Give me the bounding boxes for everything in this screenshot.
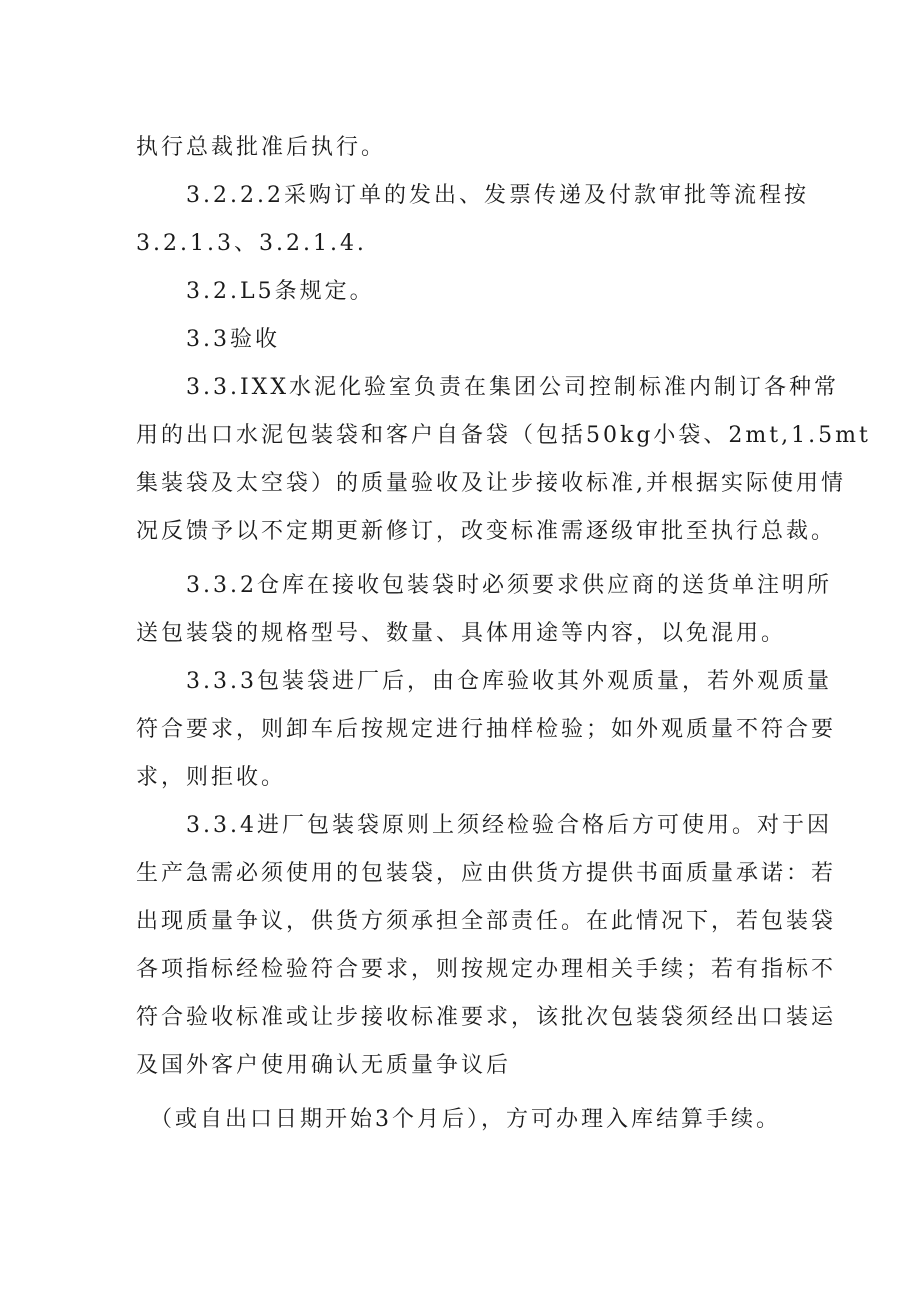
text-line: 符合要求，则卸车后按规定进行抽样检验；如外观质量不符合要 <box>136 717 837 742</box>
text-line: 及国外客户使用确认无质量争议后 <box>136 1053 512 1078</box>
text-line: 生产急需必须使用的包装袋，应由供货方提供书面质量承诺：若 <box>136 861 837 886</box>
text-line: 符合验收标准或让步接收标准要求，该批次包装袋须经出口装运 <box>136 1005 837 1030</box>
text-line: 3.2.2.2采购订单的发出、发票传递及付款审批等流程按 <box>186 183 809 208</box>
text-line: 求，则拒收。 <box>136 765 287 790</box>
text-line: 执行总裁批准后执行。 <box>136 135 387 160</box>
section-heading: 3.3验收 <box>186 327 280 352</box>
text-line: 3.2.1.3、3.2.1.4. <box>136 231 367 256</box>
text-line: 用的出口水泥包装袋和客户自备袋（包括50kg小袋、2mt,1.5mt <box>136 423 871 448</box>
text-line: 3.3.2仓库在接收包装袋时必须要求供应商的送货单注明所 <box>186 573 832 598</box>
text-line: 各项指标经检验符合要求，则按规定办理相关手续；若有指标不 <box>136 957 837 982</box>
text-line: 3.3.4进厂包装袋原则上须经检验合格后方可使用。对于因 <box>186 813 832 838</box>
text-line: （或自出口日期开始3个月后），方可办理入库结算手续。 <box>150 1107 781 1132</box>
text-line: 送包装袋的规格型号、数量、具体用途等内容，以免混用。 <box>136 621 787 646</box>
text-line: 况反馈予以不定期更新修订，改变标准需逐级审批至执行总裁。 <box>136 519 837 544</box>
text-line: 3.3.3包装袋进厂后，由仓库验收其外观质量，若外观质量 <box>186 669 832 694</box>
text-line: 3.3.IXX水泥化验室负责在集团公司控制标准内制订各种常 <box>186 375 839 400</box>
text-line: 集装袋及太空袋）的质量验收及让步接收标准,并根据实际使用情 <box>136 471 846 496</box>
text-line: 3.2.L5条规定。 <box>186 279 375 304</box>
text-line: 出现质量争议，供货方须承担全部责任。在此情况下，若包装袋 <box>136 909 837 934</box>
